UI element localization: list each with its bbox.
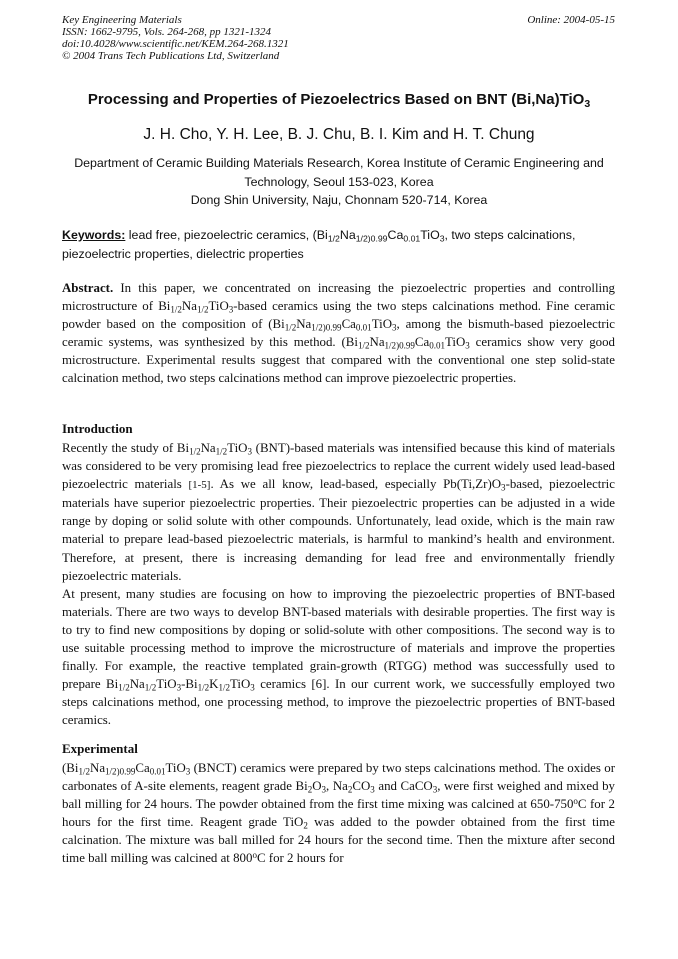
journal-name: Key Engineering Materials	[62, 14, 182, 26]
keywords-label: Keywords:	[62, 228, 126, 242]
introduction-body	[62, 439, 615, 730]
journal-header	[62, 14, 289, 62]
citation-ref: [1-5]	[188, 479, 211, 492]
affiliation-1: Department of Ceramic Building Materials Research, Korea Institute of Ceramic Engineering and Technology, Seoul 153-023, Korea	[74, 156, 604, 189]
doi-line: doi:10.4028/www.scientific.net/KEM.264-268.1321	[62, 38, 289, 50]
abstract: Abstract. In this paper, we concentrated on increasing the piezoelectric properties and controlling microstructure of $Bi_{1/2}Na_{1/2}TiO_3$-based ceramics using the two steps calcinations method. Fine ceramic powder based on the composition of ($Bi_{1/2}Na_{1/2)0.99}Ca_{0.01}TiO_3$, among the bismuth-based piezoelectric ceramic systems, was synthesized by this method. ($Bi_{1/2}Na_{1/2)0.99}Ca_{0.01}TiO_3$ ceramics show very good microstructure. Experimental results suggest that compared with the conventional one step solid-state calcination method, two steps calcinations method can improve piezoelectric properties.	[62, 281, 615, 386]
experimental-heading: Experimental	[62, 741, 138, 756]
experimental-body: ($Bi_{1/2}Na_{1/2)0.99}Ca_{0.01}TiO_3$ (BNCT) ceramics were prepared by two steps calcinations method. The oxides or carbonates of A-site elements, reagent grade $Bi_2O_3$, $Na_2CO_3$ and CaCO$_3$, were first weighed and mixed by ball milling for 24 hours. The powder obtained from the first time mixing was calcined at 650-750$^o$C for 2 hours for the first time. Reagent grade TiO$_2$ was added to the powder obtained from the first time calcination. The mixture was ball milled for 24 hours for the second time. Then the mixture after second time ball milling was calcined at 800$^o$C for 2 hours for	[62, 761, 615, 866]
intro-paragraph-1: Recently the study of $Bi_{1/2}Na_{1/2}TiO_3$ (BNT)-based materials was intensified because this kind of materials was considered to be very promising lead free piezoelectrics to replace the current widely used lead-based piezoelectric materials [1-5]. As we all know, lead-based, especially $Pb(Ti,Zr)O_3$-based, piezoelectric materials have superior piezoelectric properties. Their piezoelectric properties can be adjusted in a wide range by doping or solid solute with other compounds. Unfortunately, lead oxide, which is the main raw material to prepare lead-based piezoelectric materials, is harmful to mankind’s health and environment. Therefore, at present, there is increasing demanding for lead free and environmentally friendly piezoelectric materials.	[62, 441, 615, 583]
intro-paragraph-2: At present, many studies are focusing on how to improving the piezoelectric properties of BNT-based materials. There are two ways to develop BNT-based materials with desirable properties. The first way is to try to find new compositions by doping or solid-solute with other compositions. The second way is to use suitable processing method to improve the microstructure of materials and improve the properties finally. For example, the reactive templated grain-growth (RTGG) method was successfully used to prepare $Bi_{1/2}Na_{1/2}TiO_3-Bi_{1/2}K_{1/2}TiO_3$ ceramics [6]. In our current work, we successfully employed two steps calcinations method, one processing method, to improve the piezoelectric properties of BNT-based ceramics.	[62, 586, 615, 728]
affiliations	[62, 154, 616, 210]
abstract-label: Abstract.	[62, 281, 114, 295]
issn-line: ISSN: 1662-9795, Vols. 264-268, pp 1321-1324	[62, 26, 271, 38]
paper-title: Processing and Properties of Piezoelectrics Based on BNT (Bi,Na)TiO$_3$	[87, 91, 591, 111]
introduction-heading: Introduction	[62, 421, 133, 436]
online-date: Online: 2004-05-15	[527, 14, 615, 26]
keywords: Keywords: lead free, piezoelectric ceramics, ($Bi_{1/2}Na_{1/2)0.99}Ca_{0.01}TiO_3$, two steps calcinations, piezoelectric properties, dielectric properties	[62, 228, 576, 261]
copyright-line: © 2004 Trans Tech Publications Ltd, Switzerland	[62, 50, 280, 62]
affiliation-2: Dong Shin University, Naju, Chonnam 520-714, Korea	[190, 193, 488, 207]
author-list: J. H. Cho, Y. H. Lee, B. J. Chu, B. I. Kim and H. T. Chung	[143, 126, 535, 143]
